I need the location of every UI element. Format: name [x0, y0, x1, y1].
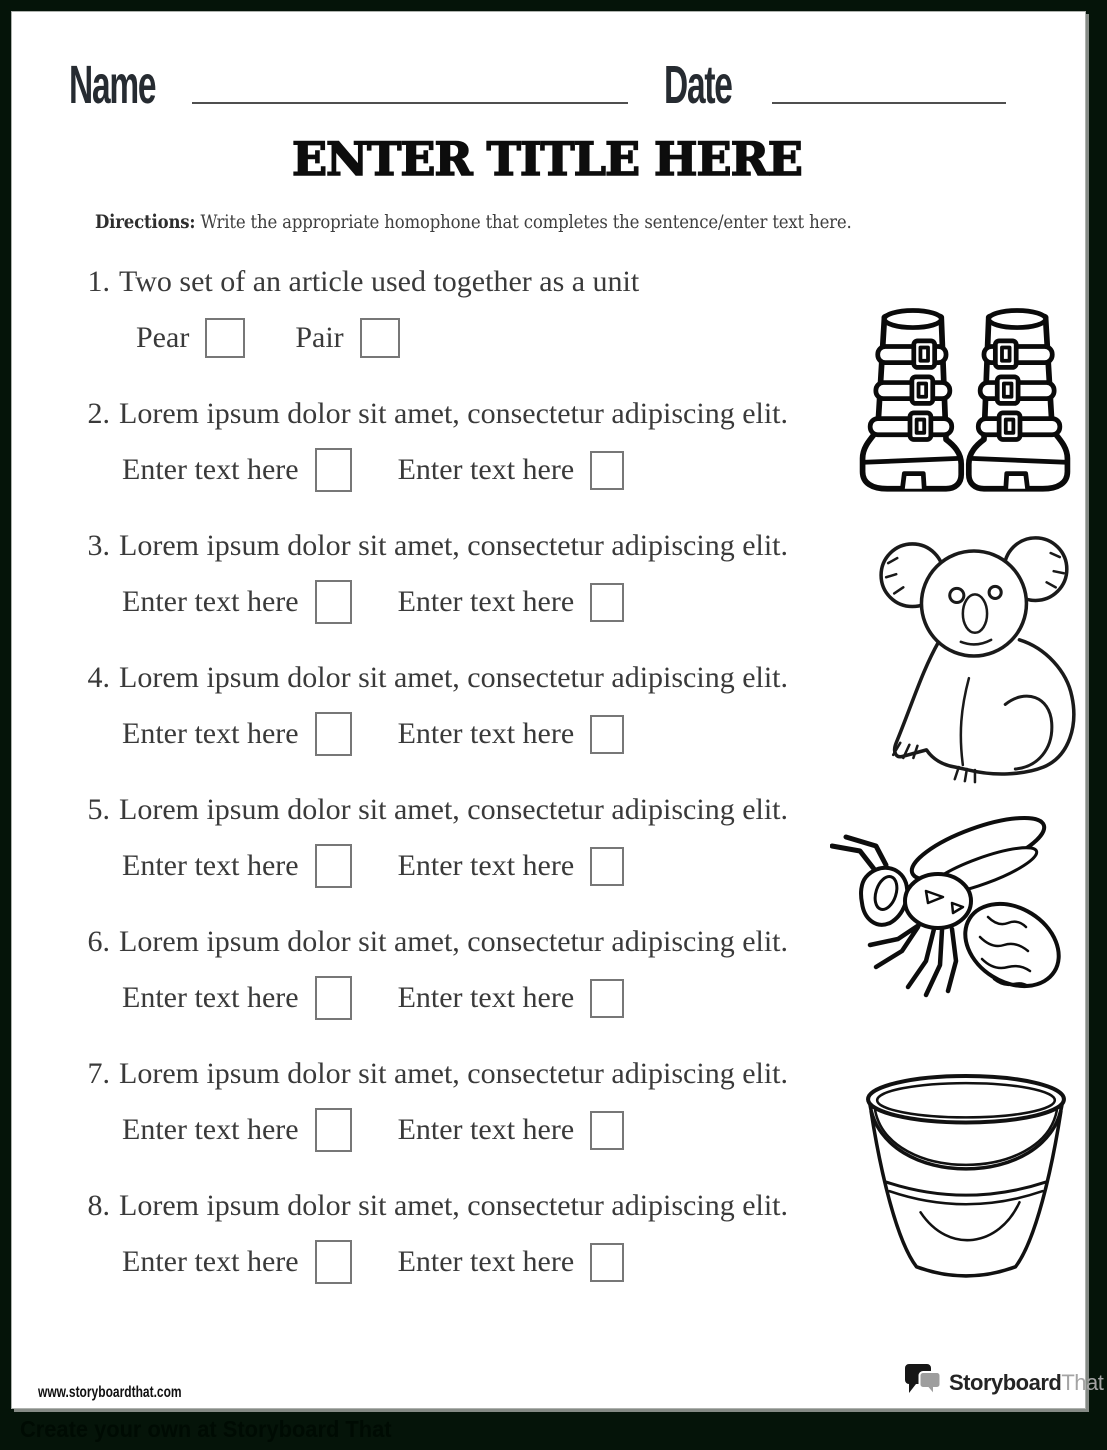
question-sentence [70, 396, 910, 432]
logo-text [949, 1370, 1103, 1396]
question-sentence [70, 660, 910, 696]
question-number: 5. [87, 793, 110, 826]
answer-option [398, 847, 625, 886]
answer-checkbox [315, 1240, 352, 1284]
answer-option-label: Enter text here [397, 453, 575, 486]
answer-option [295, 318, 399, 358]
answer-option-label: Enter text here [122, 453, 299, 486]
answer-option-label: Pair [295, 321, 344, 354]
answer-checkbox [315, 1108, 352, 1152]
answer-option-label: Enter text here [122, 585, 299, 618]
answer-option-label: Enter text here [397, 1245, 575, 1278]
question-text: Two set of an article used together as a unit [119, 265, 640, 298]
answer-options-row [122, 974, 910, 1022]
answer-checkbox [315, 844, 352, 888]
storyboardthat-logo [905, 1362, 1103, 1403]
question-text: Lorem ipsum dolor sit amet, consectetur adipiscing elit. [119, 397, 789, 430]
pair-of-boots-illustration [855, 296, 1075, 508]
answer-option [398, 1243, 625, 1282]
question-text: Lorem ipsum dolor sit amet, consectetur adipiscing elit. [119, 793, 789, 826]
questions-list [70, 264, 910, 1320]
directions [95, 211, 852, 233]
directions-text: Write the appropriate homophone that completes the sentence/enter text here. [195, 211, 852, 233]
question-sentence [70, 264, 910, 300]
question-text: Lorem ipsum dolor sit amet, consectetur adipiscing elit. [119, 1057, 789, 1090]
logo-text-secondary: That [1061, 1369, 1104, 1395]
date-label: Date [664, 55, 732, 115]
answer-checkbox [590, 715, 624, 754]
date-write-line [772, 102, 1006, 104]
answer-option-label: Enter text here [122, 849, 299, 882]
question-number: 7. [87, 1057, 110, 1090]
name-write-line [192, 102, 628, 104]
question-item [70, 396, 910, 494]
wasp-illustration [830, 798, 1068, 1010]
question-item [70, 528, 910, 626]
question-sentence [70, 792, 910, 828]
answer-checkbox [590, 583, 624, 622]
answer-option [398, 979, 625, 1018]
answer-option-label: Enter text here [397, 1113, 575, 1146]
answer-option-label: Enter text here [397, 717, 575, 750]
question-number: 4. [87, 661, 110, 694]
question-item [70, 792, 910, 890]
answer-option [122, 448, 352, 492]
question-number: 8. [87, 1189, 110, 1222]
answer-option [398, 715, 625, 754]
worksheet-paper [12, 12, 1104, 1408]
question-sentence [70, 924, 910, 960]
answer-option-label: Pear [136, 321, 190, 354]
question-item [70, 1188, 910, 1286]
question-item [70, 660, 910, 758]
answer-checkbox [315, 448, 352, 492]
question-number: 3. [87, 529, 110, 562]
bottom-note: Create your own at Storyboard That [20, 1416, 392, 1442]
name-label: Name [69, 55, 156, 115]
answer-option [398, 583, 625, 622]
answer-option [122, 1108, 352, 1152]
answer-option [122, 976, 352, 1020]
question-sentence [70, 528, 910, 564]
question-number: 1. [87, 265, 110, 298]
question-number: 6. [87, 925, 110, 958]
bucket-illustration [862, 1068, 1072, 1290]
speech-bubbles-icon [905, 1362, 943, 1403]
answer-options-row [122, 710, 910, 758]
worksheet-title: ENTER TITLE HERE [292, 132, 802, 186]
answer-options-row [136, 314, 910, 362]
directions-label: Directions: [95, 211, 196, 233]
question-sentence [70, 1188, 910, 1224]
answer-checkbox [590, 1111, 624, 1150]
answer-option-label: Enter text here [122, 1113, 299, 1146]
answer-options-row [122, 1106, 910, 1154]
question-item [70, 264, 910, 362]
koala-illustration [872, 526, 1086, 788]
question-item [70, 924, 910, 1022]
answer-option [122, 844, 352, 888]
logo-text-primary: Storyboard [949, 1369, 1062, 1395]
question-item [70, 1056, 910, 1154]
website-url: www.storyboardthat.com [38, 1384, 182, 1401]
question-text: Lorem ipsum dolor sit amet, consectetur adipiscing elit. [119, 925, 789, 958]
answer-option-label: Enter text here [122, 717, 299, 750]
question-text: Lorem ipsum dolor sit amet, consectetur adipiscing elit. [119, 661, 789, 694]
answer-checkbox [205, 318, 245, 358]
answer-option-label: Enter text here [397, 849, 575, 882]
answer-checkbox [315, 712, 352, 756]
answer-checkbox [590, 847, 624, 886]
answer-option [122, 580, 352, 624]
question-sentence [70, 1056, 910, 1092]
answer-option-label: Enter text here [122, 1245, 299, 1278]
answer-option-label: Enter text here [122, 981, 299, 1014]
answer-checkbox [360, 318, 400, 358]
answer-option [136, 318, 245, 358]
answer-options-row [122, 578, 910, 626]
answer-option-label: Enter text here [397, 585, 575, 618]
answer-options-row [122, 842, 910, 890]
question-text: Lorem ipsum dolor sit amet, consectetur adipiscing elit. [119, 529, 789, 562]
question-number: 2. [87, 397, 110, 430]
answer-checkbox [315, 976, 352, 1020]
answer-option-label: Enter text here [397, 981, 575, 1014]
answer-checkbox [590, 979, 624, 1018]
answer-option [122, 1240, 352, 1284]
answer-option [122, 712, 352, 756]
answer-options-row [122, 446, 910, 494]
answer-checkbox [315, 580, 352, 624]
answer-options-row [122, 1238, 910, 1286]
answer-checkbox [590, 451, 624, 490]
answer-checkbox [590, 1243, 624, 1282]
answer-option [398, 1111, 625, 1150]
question-text: Lorem ipsum dolor sit amet, consectetur adipiscing elit. [119, 1189, 789, 1222]
answer-option [398, 451, 625, 490]
